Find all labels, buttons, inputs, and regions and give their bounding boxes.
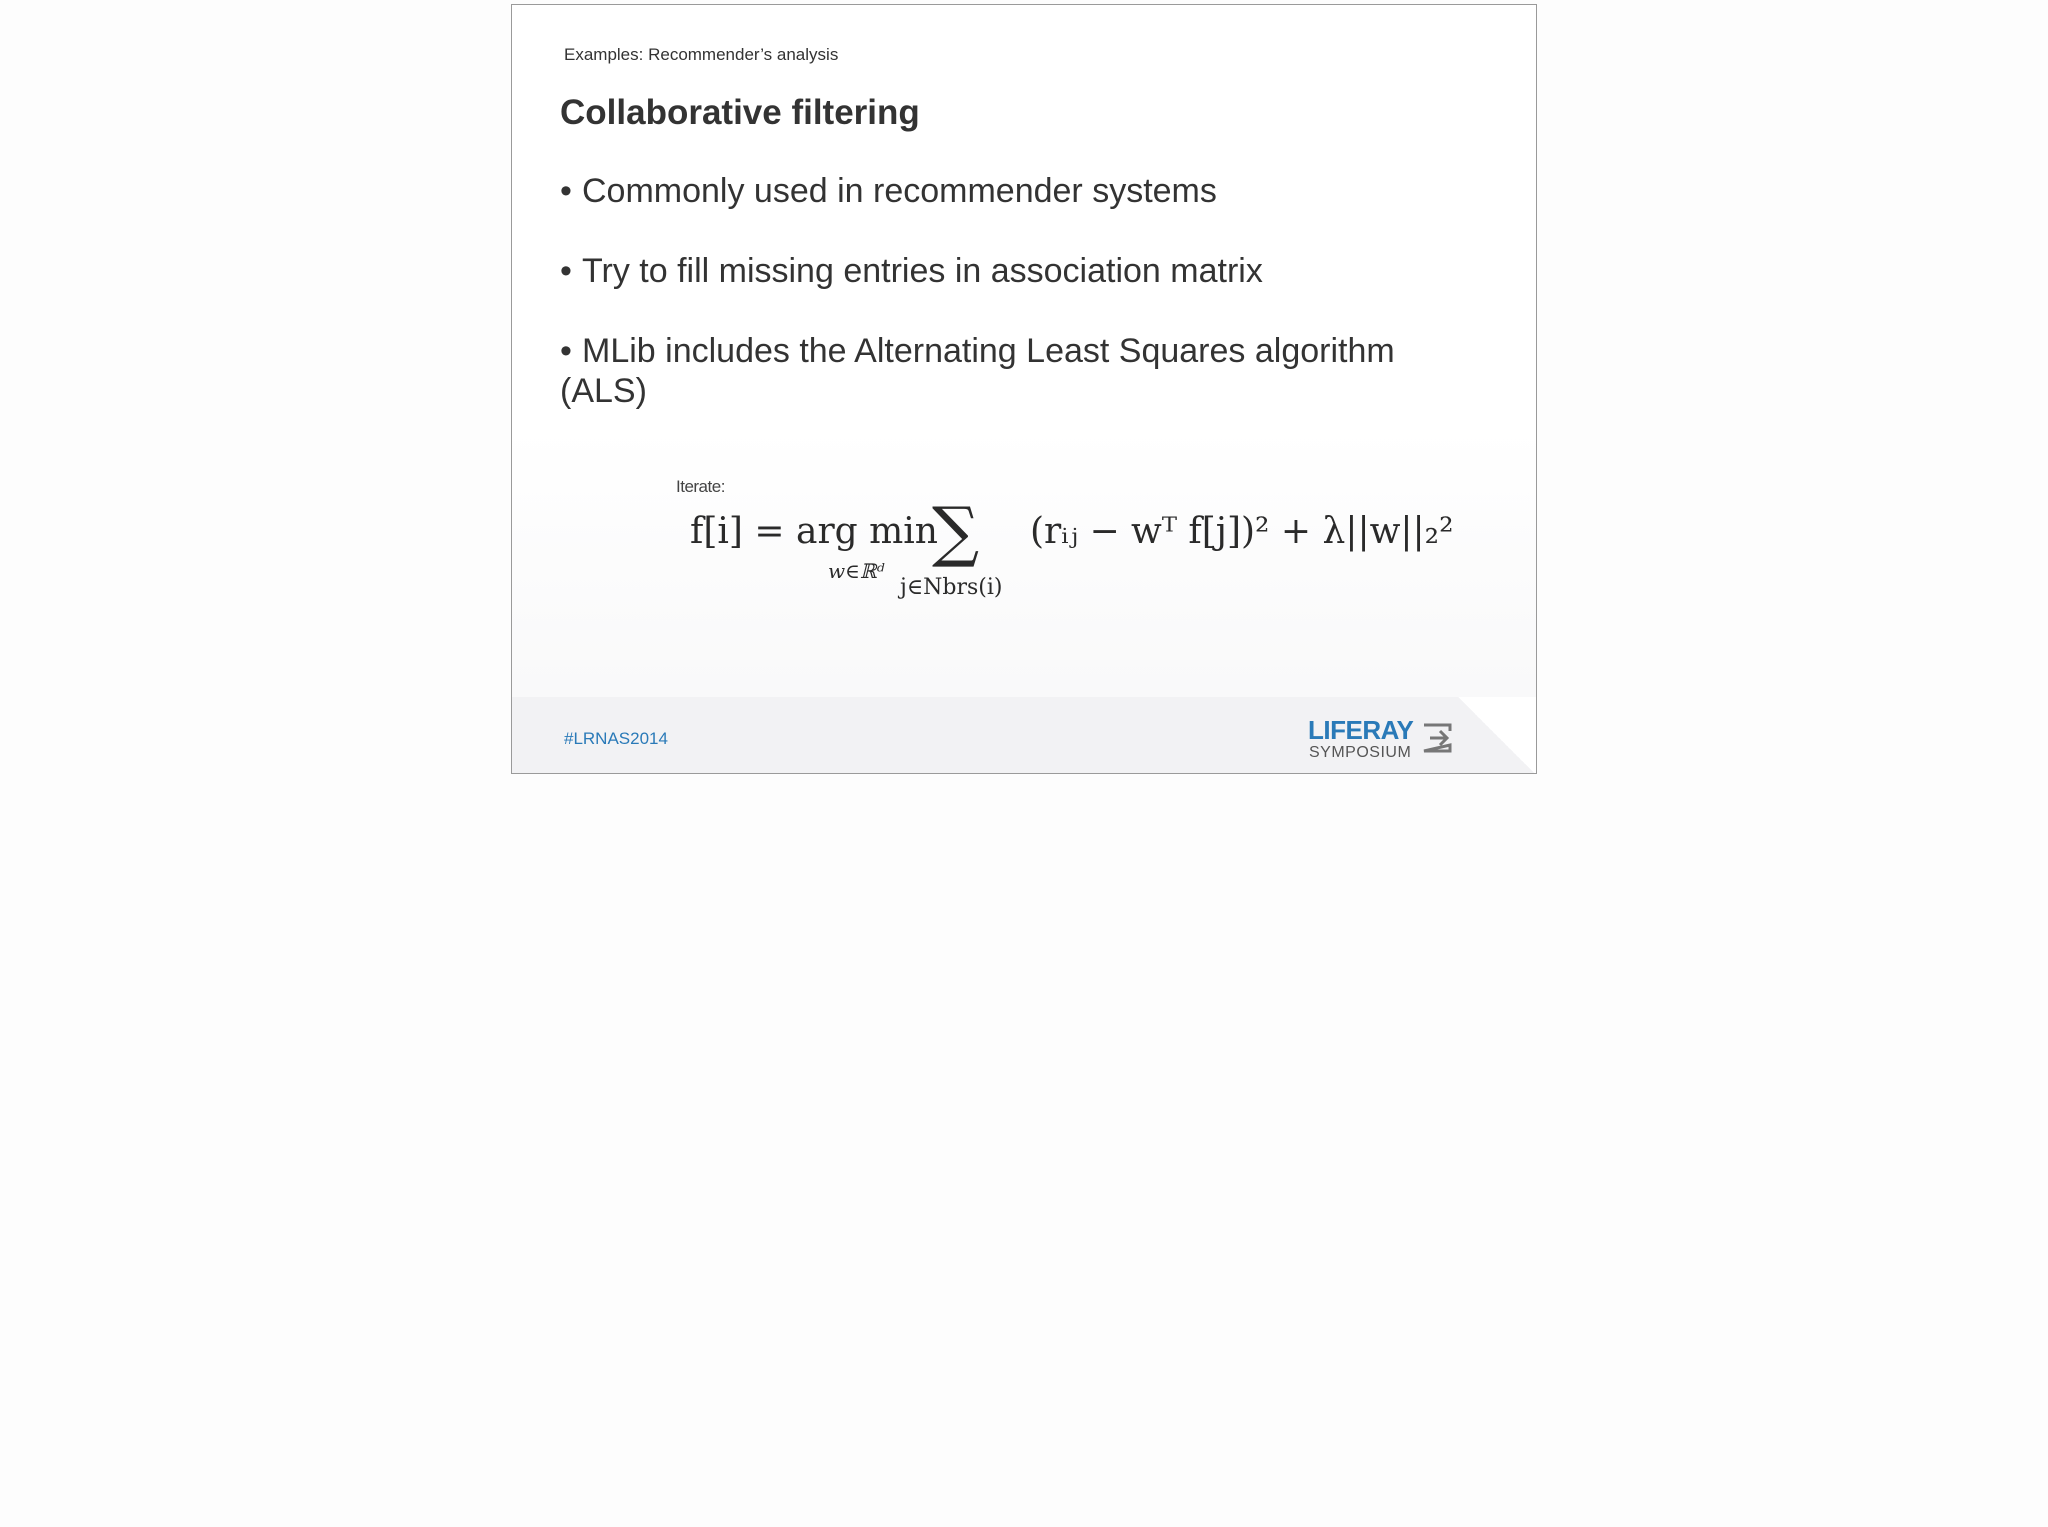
- formula-sum-subscript: j∈Nbrs(i): [900, 575, 1003, 600]
- slide-title: Collaborative filtering: [560, 93, 920, 132]
- als-formula: [664, 471, 1454, 621]
- logo-wordmark: LIFERAY: [1308, 715, 1414, 745]
- event-hashtag: #LRNAS2014: [564, 729, 668, 748]
- slide: [511, 4, 1537, 774]
- formula-sum-symbol: ∑: [932, 493, 980, 570]
- formula-lhs: f[i] = arg min: [690, 511, 938, 552]
- formula-label: Iterate:: [676, 477, 725, 496]
- bullet-text: Commonly used in recommender systems: [582, 172, 1217, 210]
- bullet-list: [560, 171, 1460, 451]
- bullet-marker: •: [560, 252, 572, 290]
- liferay-icon: [1420, 719, 1458, 757]
- bullet-item: [560, 251, 1460, 291]
- bullet-text: MLib includes the Alternating Least Squares algorithm (ALS): [560, 332, 1395, 410]
- bullet-item: [560, 331, 1460, 411]
- bullet-text: Try to fill missing entries in association matrix: [582, 252, 1263, 290]
- bullet-item: [560, 171, 1460, 211]
- bullet-marker: •: [560, 332, 572, 370]
- formula-argmin-subscript: w∈ℝᵈ: [828, 559, 885, 583]
- logo-subtitle: SYMPOSIUM: [1309, 744, 1412, 761]
- footer-corner-decoration: [1456, 697, 1536, 773]
- formula-rhs: (rᵢⱼ − wᵀ f[j])² + λ||w||₂²: [1030, 511, 1454, 552]
- section-label: Examples: Recommender’s analysis: [564, 45, 839, 64]
- liferay-symposium-logo: [1308, 715, 1468, 763]
- bullet-marker: •: [560, 172, 572, 210]
